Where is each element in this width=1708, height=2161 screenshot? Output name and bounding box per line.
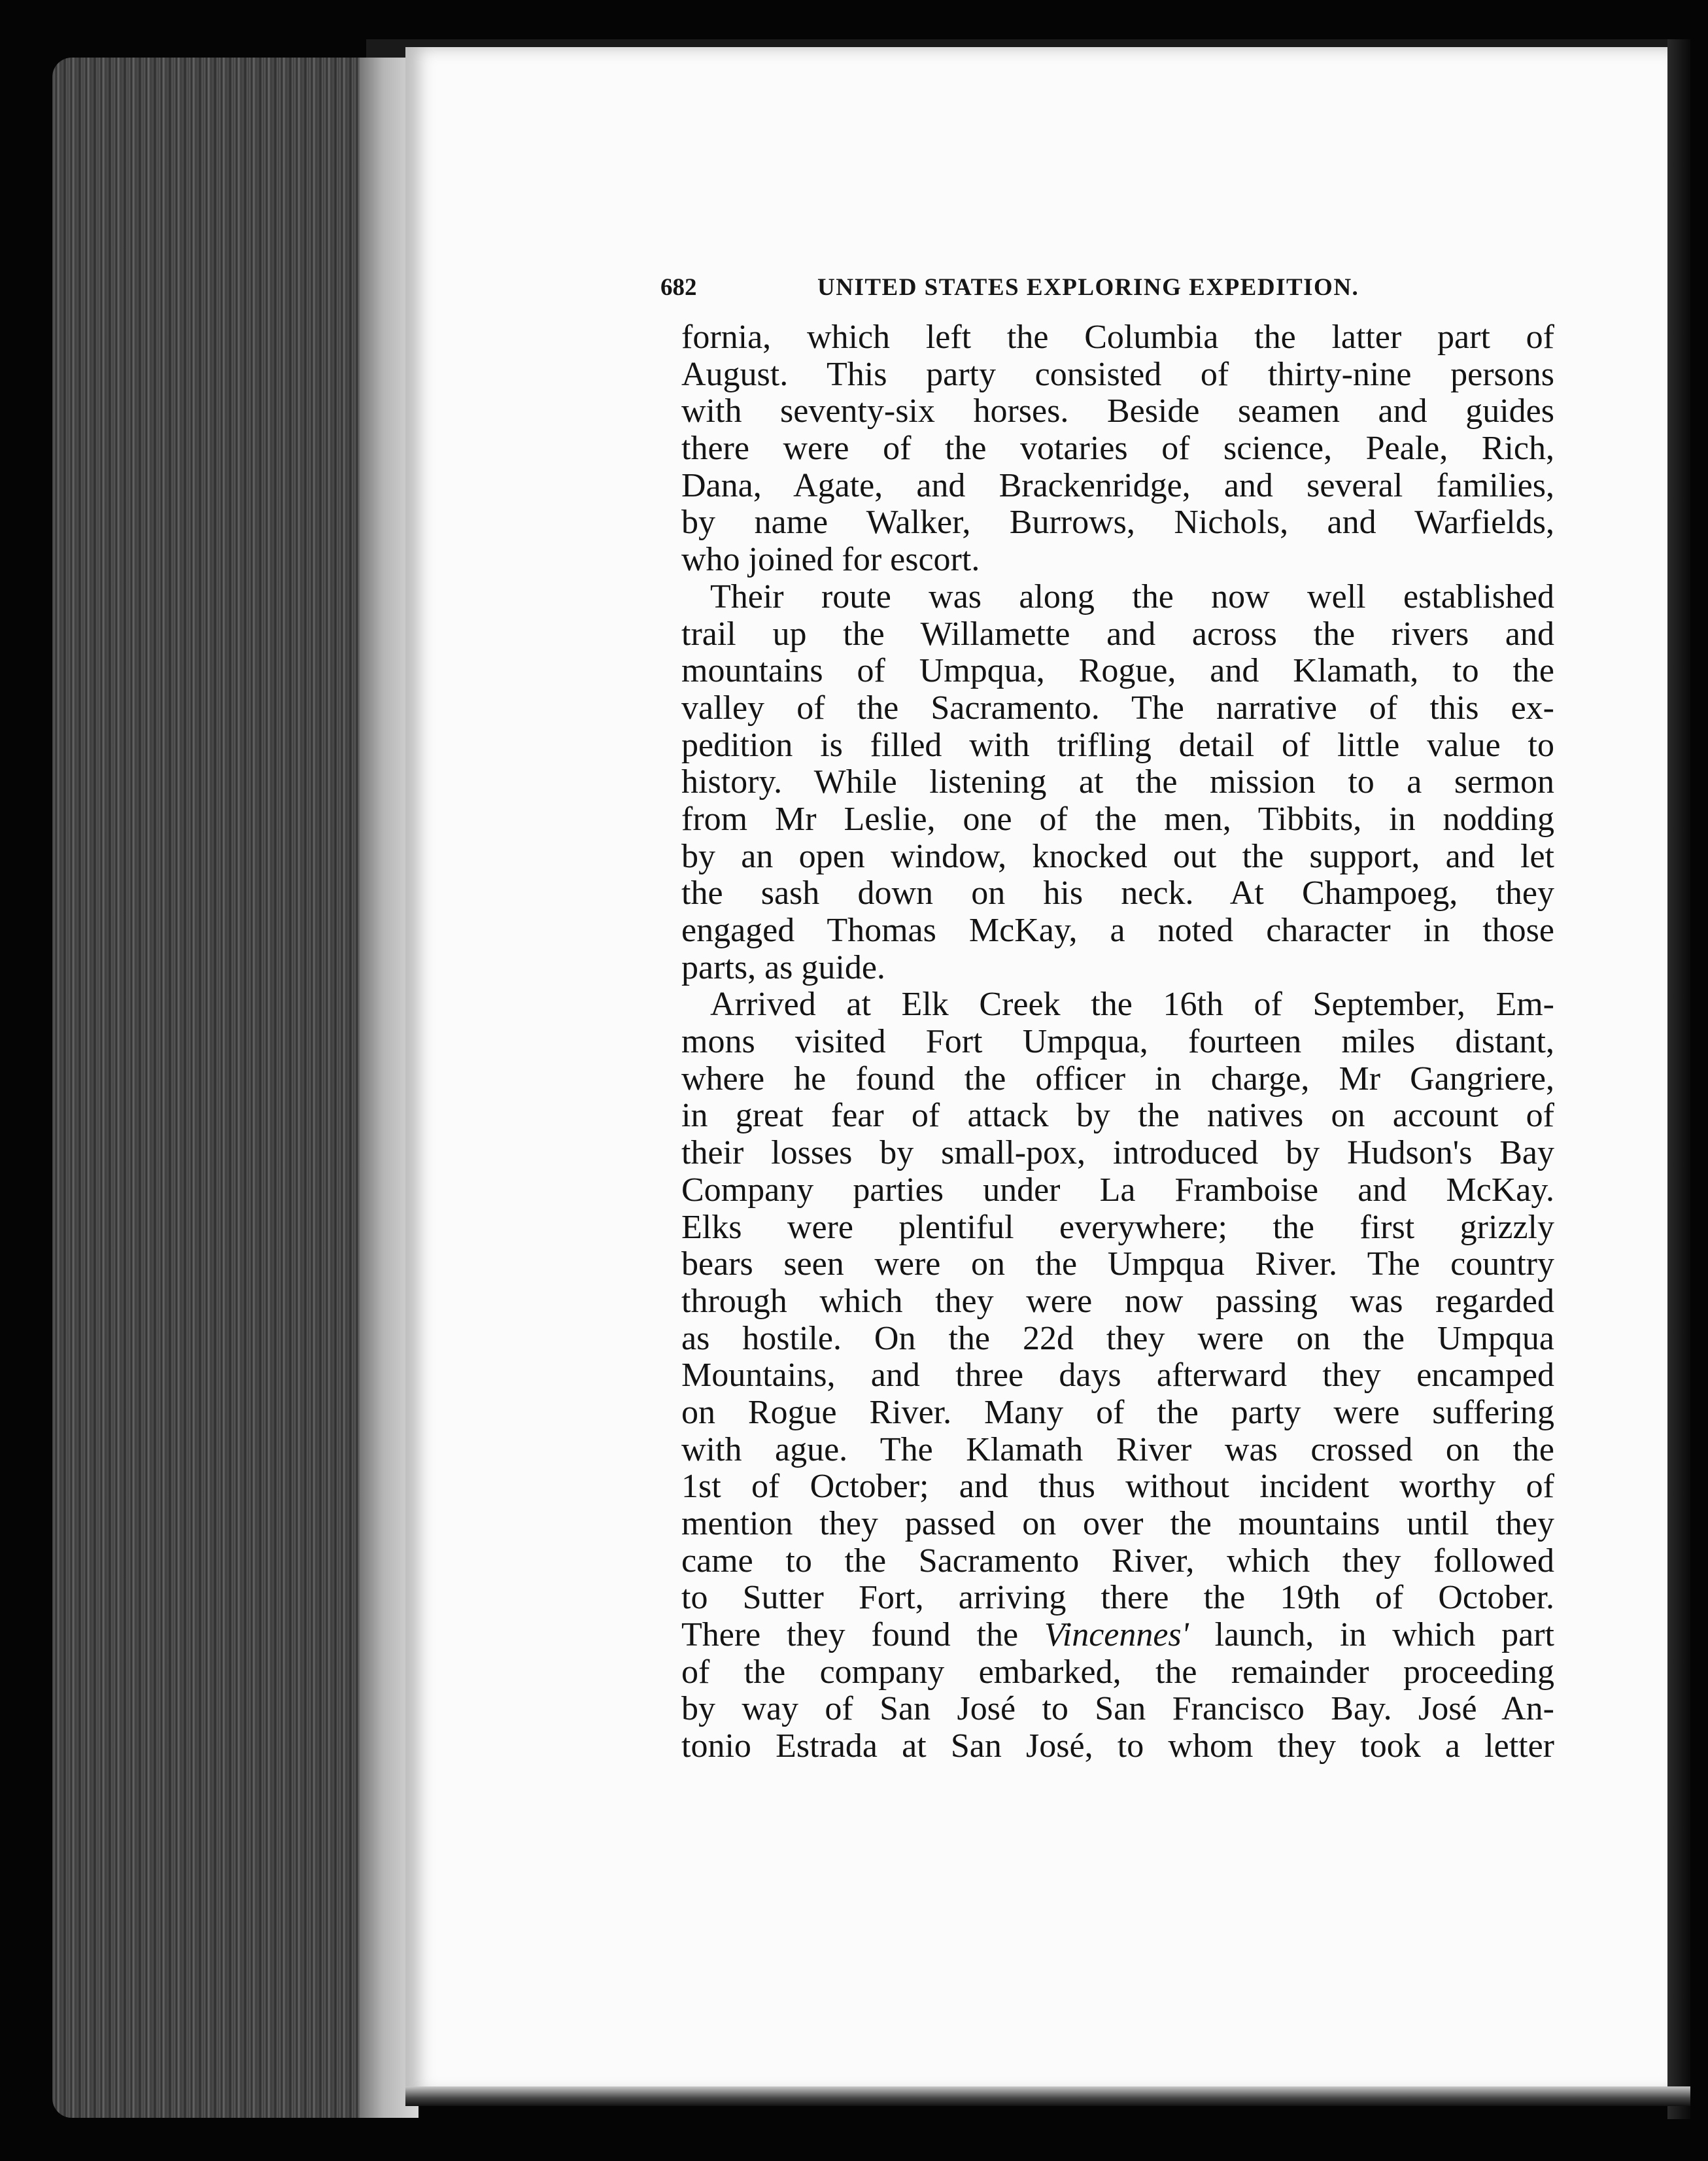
book-page-edges xyxy=(52,58,418,2118)
text-line: 1st of October; and thus without incident worthy of xyxy=(681,1468,1554,1506)
text-line: mountains of Umpqua, Rogue, and Klamath, to the xyxy=(681,652,1554,690)
text-line: in great fear of attack by the natives on account of xyxy=(681,1097,1554,1135)
text-line: engaged Thomas McKay, a noted character in those xyxy=(681,912,1554,949)
text-line: with ague. The Klamath River was crossed on the xyxy=(681,1430,1554,1468)
ship-name-italic: Vincennes' xyxy=(1044,1616,1189,1654)
text-line: came to the Sacramento River, which they followed xyxy=(681,1542,1554,1580)
page-number: 682 xyxy=(660,274,697,301)
text-line: parts, as guide. xyxy=(681,948,885,986)
text-line: with seventy-six horses. Beside seamen and guides xyxy=(681,392,1554,430)
body-text xyxy=(681,319,1554,1765)
text-line: tonio Estrada at San José, to whom they took a letter xyxy=(681,1727,1554,1765)
text-line: Elks were plentiful everywhere; the first grizzly xyxy=(681,1208,1554,1246)
text-line: August. This party consisted of thirty-nine persons xyxy=(681,355,1554,393)
text-line: mention they passed on over the mountains until they xyxy=(681,1505,1554,1542)
text-line: Arrived at Elk Creek the 16th of September, Em- xyxy=(710,986,1554,1024)
text-line xyxy=(681,1617,1554,1654)
text-line: on Rogue River. Many of the party were suffering xyxy=(681,1393,1554,1431)
page-header xyxy=(660,273,1406,313)
text-line: from Mr Leslie, one of the men, Tibbits, in nodding xyxy=(681,800,1554,838)
text-line: by way of San José to San Francisco Bay. José An- xyxy=(681,1690,1554,1728)
book-right-edge xyxy=(1667,39,1690,2119)
text-line: pedition is filled with trifling detail of little value to xyxy=(681,726,1554,764)
text-line: trail up the Willamette and across the rivers and xyxy=(681,615,1554,653)
text-line: Mountains, and three days afterward they encamped xyxy=(681,1357,1554,1394)
text-line: bears seen were on the Umpqua River. The country xyxy=(681,1245,1554,1283)
text-line: through which they were now passing was regarded xyxy=(681,1282,1554,1320)
text-line: there were of the votaries of science, Peale, Rich, xyxy=(681,430,1554,468)
book-bottom-edge xyxy=(405,2086,1690,2106)
text-line: of the company embarked, the remainder proceeding xyxy=(681,1653,1554,1691)
text-line: the sash down on his neck. At Champoeg, they xyxy=(681,874,1554,912)
text-line: valley of the Sacramento. The narrative of this ex- xyxy=(681,689,1554,727)
running-head: UNITED STATES EXPLORING EXPEDITION. xyxy=(817,274,1359,301)
text-fragment: launch, in which part xyxy=(1214,1616,1555,1654)
text-line: as hostile. On the 22d they were on the Umpqua xyxy=(681,1319,1554,1357)
text-line: Dana, Agate, and Brackenridge, and several families, xyxy=(681,466,1554,504)
text-line: by an open window, knocked out the support, and let xyxy=(681,837,1554,875)
text-line: history. While listening at the mission to a sermon xyxy=(681,763,1554,801)
text-line: their losses by small-pox, introduced by Hudson's Bay xyxy=(681,1134,1554,1172)
text-line: who joined for escort. xyxy=(681,541,980,579)
text-fragment: There they found the xyxy=(681,1616,1019,1654)
text-line: by name Walker, Burrows, Nichols, and Warfields, xyxy=(681,504,1554,542)
text-line: mons visited Fort Umpqua, fourteen miles distant, xyxy=(681,1023,1554,1061)
text-line: Company parties under La Framboise and McKay. xyxy=(681,1171,1554,1209)
text-line: to Sutter Fort, arriving there the 19th of October. xyxy=(681,1579,1554,1617)
text-line: fornia, which left the Columbia the latter part of xyxy=(681,319,1554,356)
text-line: where he found the officer in charge, Mr Gangriere, xyxy=(681,1060,1554,1098)
text-line: Their route was along the now well established xyxy=(710,578,1554,615)
